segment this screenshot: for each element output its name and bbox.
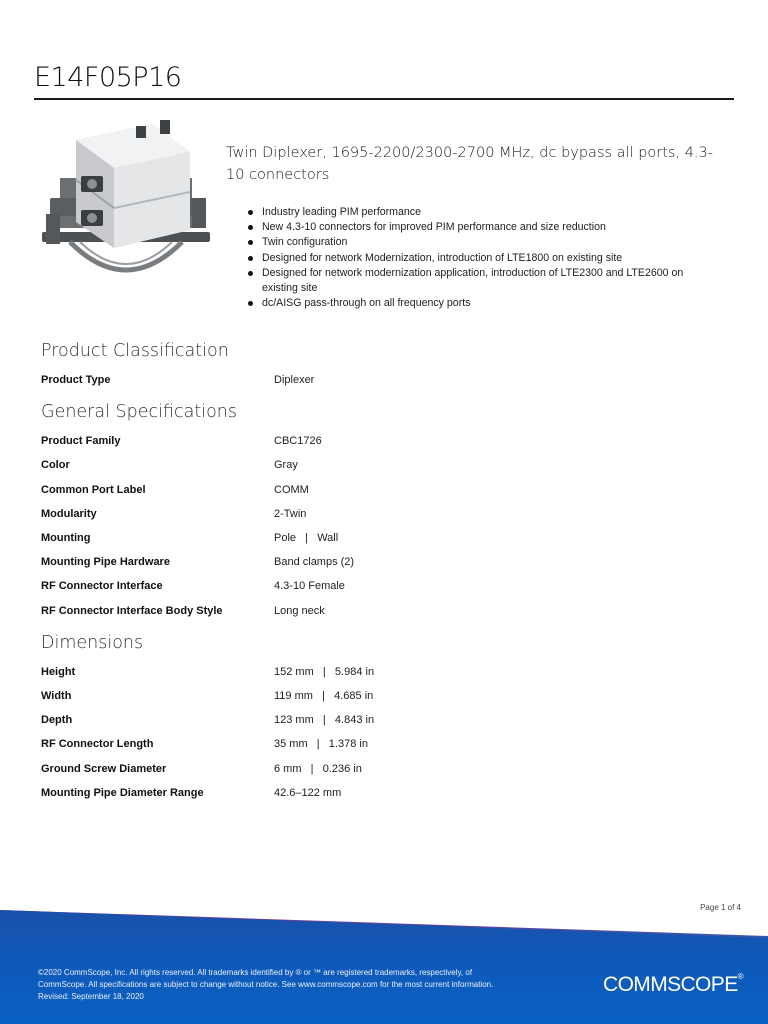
spec-value: Pole | Wall: [274, 532, 339, 544]
spec-label: Product Type: [41, 374, 111, 386]
spec-value: 6 mm | 0.236 in: [274, 763, 362, 775]
feature-item: dc/AISG pass-through on all frequency ports: [262, 296, 722, 311]
spec-value: Diplexer: [274, 374, 315, 386]
feature-item: Designed for network Modernization, introduction of LTE1800 on existing site: [262, 251, 722, 266]
spec-row: [41, 580, 721, 598]
spec-value: 35 mm | 1.378 in: [274, 738, 368, 750]
spec-label: Width: [41, 690, 72, 702]
spec-row: [41, 374, 721, 392]
title-divider: [34, 98, 734, 100]
spec-label: Height: [41, 666, 76, 678]
spec-row: [41, 532, 721, 550]
spec-value: 119 mm | 4.685 in: [274, 690, 374, 702]
spec-value: 4.3-10 Female: [274, 580, 345, 592]
spec-label: Depth: [41, 714, 73, 726]
spec-row: [41, 690, 721, 708]
spec-row: [41, 556, 721, 574]
commscope-logo: [603, 973, 743, 997]
spec-row: [41, 714, 721, 732]
spec-row: [41, 508, 721, 526]
spec-row: [41, 605, 721, 623]
spec-row: [41, 763, 721, 781]
section-title-general-specifications: General Specifications: [41, 402, 238, 422]
product-description: Twin Diplexer, 1695-2200/2300-2700 MHz, dc bypass all ports, 4.3-10 connectors: [226, 145, 713, 183]
spec-row: [41, 459, 721, 477]
feature-item: Industry leading PIM performance: [262, 205, 722, 220]
spec-label: RF Connector Length: [41, 738, 154, 750]
registered-mark: ®: [737, 972, 743, 981]
footer-legal-text: ©2020 CommScope, Inc. All rights reserved. All trademarks identified by ® or ™ are registered trademarks, respectively, of CommScope. All specifications are subject to change without notice. See www.commscope.com for the most current information. Revised: September 18, 2020: [38, 968, 494, 1002]
feature-item: Twin configuration: [262, 235, 722, 250]
spec-value: COMM: [274, 484, 309, 496]
footer-band: [0, 900, 768, 1024]
product-code-title: E14F05P16: [34, 62, 182, 93]
logo-text: COMMSCOPE: [603, 973, 738, 996]
feature-item: Designed for network modernization application, introduction of LTE2300 and LTE2600 on existing site: [262, 266, 722, 296]
page-number: Page 1 of 4: [700, 903, 741, 912]
spec-value: Gray: [274, 459, 298, 471]
section-title-product-classification: Product Classification: [41, 341, 229, 361]
spec-label: Mounting Pipe Hardware: [41, 556, 170, 568]
spec-row: [41, 666, 721, 684]
spec-row: [41, 484, 721, 502]
spec-label: Mounting: [41, 532, 91, 544]
spec-label: Product Family: [41, 435, 121, 447]
spec-value: Band clamps (2): [274, 556, 355, 568]
spec-value: Long neck: [274, 605, 325, 617]
spec-value: 2-Twin: [274, 508, 307, 520]
spec-label: Color: [41, 459, 70, 471]
feature-list: [262, 205, 722, 311]
spec-row: [41, 738, 721, 756]
spec-row: [41, 787, 721, 805]
spec-value: 123 mm | 4.843 in: [274, 714, 375, 726]
feature-item: New 4.3-10 connectors for improved PIM performance and size reduction: [262, 220, 722, 235]
spec-value: 152 mm | 5.984 in: [274, 666, 375, 678]
spec-label: Modularity: [41, 508, 97, 520]
spec-label: Mounting Pipe Diameter Range: [41, 787, 204, 799]
spec-label: Common Port Label: [41, 484, 146, 496]
spec-label: Ground Screw Diameter: [41, 763, 167, 775]
spec-label: RF Connector Interface: [41, 580, 163, 592]
spec-label: RF Connector Interface Body Style: [41, 605, 223, 617]
diplexer-product-photo-icon: [40, 118, 212, 296]
spec-row: [41, 435, 721, 453]
spec-value: 42.6–122 mm: [274, 787, 342, 799]
section-title-dimensions: Dimensions: [41, 633, 144, 653]
spec-value: CBC1726: [274, 435, 322, 447]
